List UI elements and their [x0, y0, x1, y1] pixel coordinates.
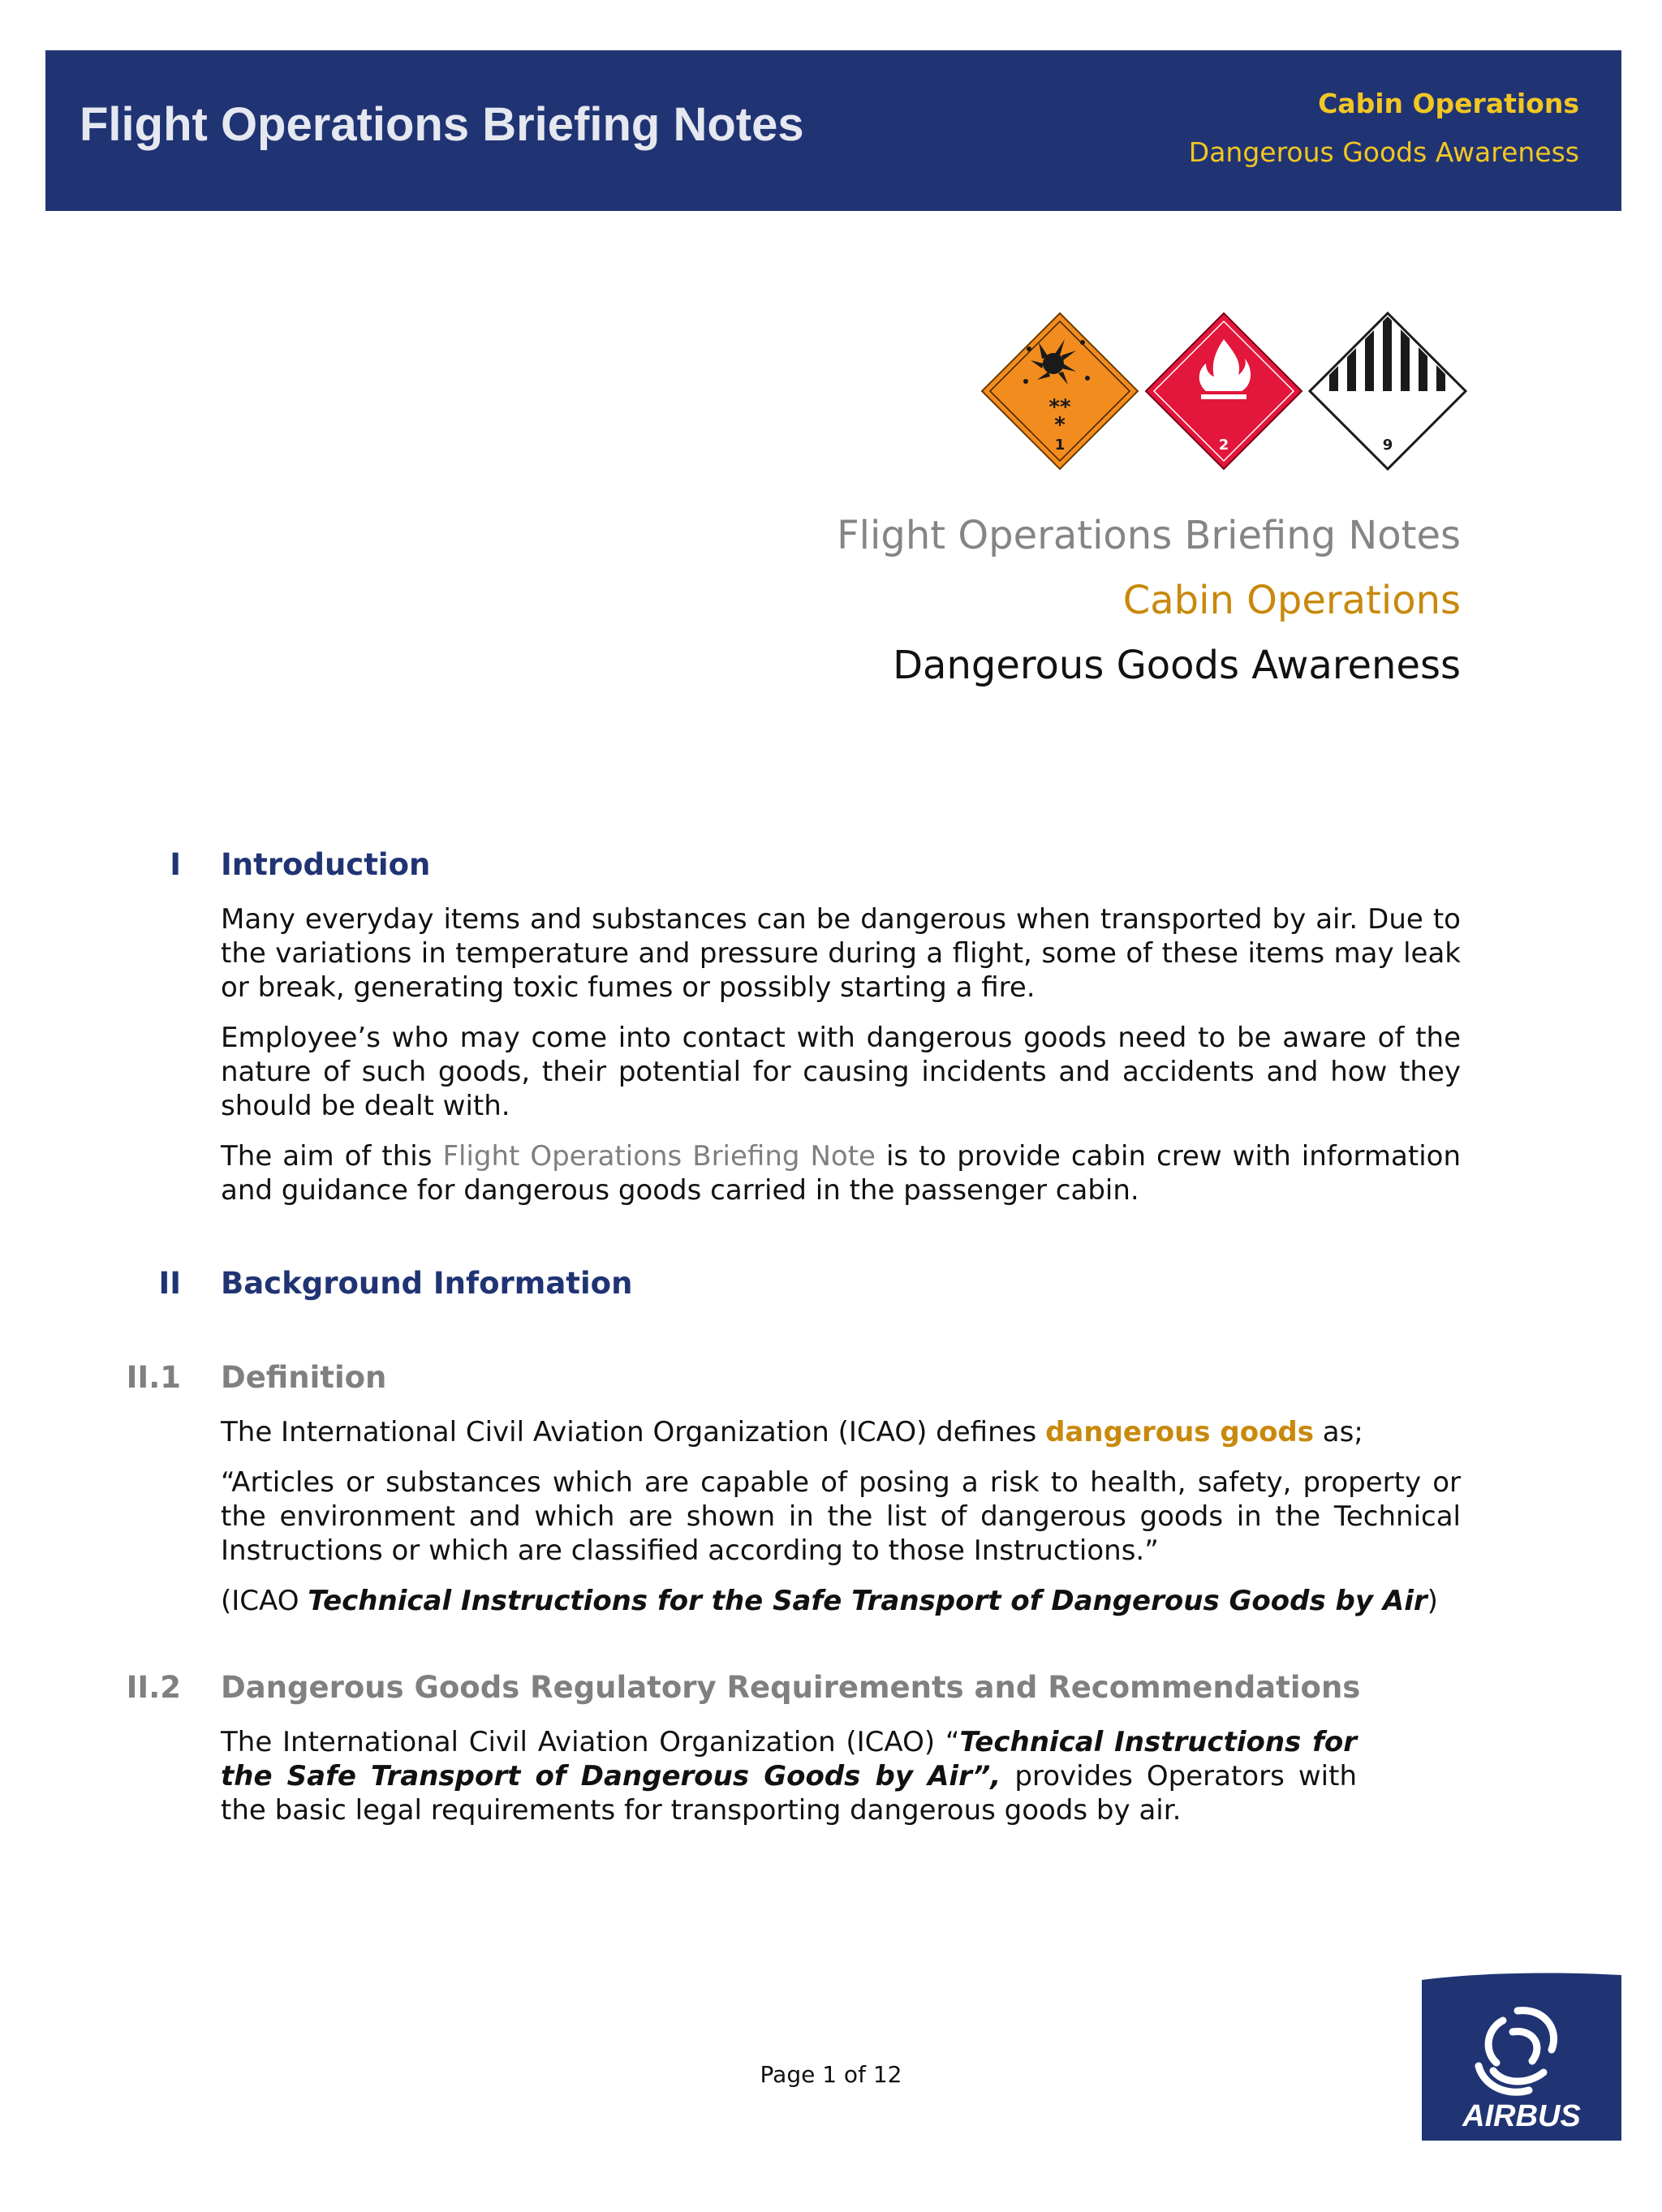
svg-text:9: 9 [1382, 437, 1393, 454]
publication-title: Technical Instructions for the Safe Transport of Dangerous Goods by Air”, [221, 1726, 1357, 1792]
cover-title-block [837, 503, 1461, 698]
hazard-labels [980, 310, 1467, 472]
svg-text:*: * [1054, 413, 1066, 437]
section-number: II [158, 1266, 181, 1301]
text-run: as; [1314, 1416, 1363, 1448]
text-run: The International Civil Aviation Organization (ICAO) defines [221, 1416, 1046, 1448]
header-category: Cabin Operations [1318, 88, 1579, 119]
section-title: Background Information [221, 1266, 633, 1301]
document-reference: Flight Operations Briefing Note [442, 1140, 876, 1173]
section-title: Definition [221, 1360, 387, 1395]
page-number: Page 1 of 12 [760, 2061, 902, 2088]
text-run: The aim of this [221, 1140, 443, 1173]
cover-topic: Dangerous Goods Awareness [893, 643, 1461, 688]
publication-title: Technical Instructions for the Safe Transport of Dangerous Goods by Air [308, 1585, 1427, 1617]
definition-quote: “Articles or substances which are capable of posing a risk to health, safety, property or the environment and which are shown in the list of dangerous goods in the Technical Instructions or which are classified according to those Instructions.” [221, 1466, 1461, 1567]
cover-category: Cabin Operations [1122, 578, 1461, 623]
cover-series-title: Flight Operations Briefing Notes [837, 513, 1461, 558]
intro-paragraph-3 [221, 1139, 1461, 1207]
flammable-gas-label-icon [1146, 313, 1302, 469]
intro-paragraph-1: Many everyday items and substances can be dangerous when transported by air. Due to the variations in temperature and pressure during a flight, some of these items may leak or break, generating toxic fumes or possibly starting a fire. [221, 903, 1461, 1004]
definition-citation [221, 1584, 1461, 1618]
definition-paragraph-1 [221, 1415, 1461, 1449]
regulatory-paragraph-1 [221, 1725, 1357, 1827]
header-band [45, 50, 1621, 211]
text-run: provides Operators with the basic legal requirements for transporting dangerous goods by air. [221, 1760, 1358, 1827]
section-title: Introduction [221, 847, 431, 882]
svg-text:**: ** [1048, 395, 1071, 420]
section-number: II.1 [126, 1360, 181, 1395]
section-number: I [170, 847, 181, 882]
svg-text:1: 1 [1054, 437, 1066, 454]
header-title: Flight Operations Briefing Notes [80, 98, 804, 151]
text-run: (ICAO [221, 1585, 308, 1617]
airbus-wordmark: AIRBUS [1462, 2099, 1581, 2133]
text-run: The International Civil Aviation Organization (ICAO) “ [221, 1726, 960, 1758]
header-topic: Dangerous Goods Awareness [1188, 136, 1579, 168]
svg-text:2: 2 [1218, 437, 1229, 454]
text-run: is to provide cabin crew with information and guidance for dangerous goods carried in the passenger cabin. [221, 1140, 1462, 1207]
section-title: Dangerous Goods Regulatory Requirements and Recommendations [221, 1670, 1361, 1705]
airbus-logo [1422, 1972, 1621, 2141]
section-number: II.2 [126, 1670, 181, 1705]
intro-paragraph-2: Employee’s who may come into contact with dangerous goods need to be aware of the nature of such goods, their potential for causing incidents and accidents and how they should be dealt with. [221, 1022, 1461, 1122]
defined-term: dangerous goods [1045, 1416, 1314, 1448]
text-run: ) [1427, 1585, 1438, 1617]
miscellaneous-label-icon [1310, 310, 1466, 469]
explosive-label-icon [982, 313, 1138, 469]
